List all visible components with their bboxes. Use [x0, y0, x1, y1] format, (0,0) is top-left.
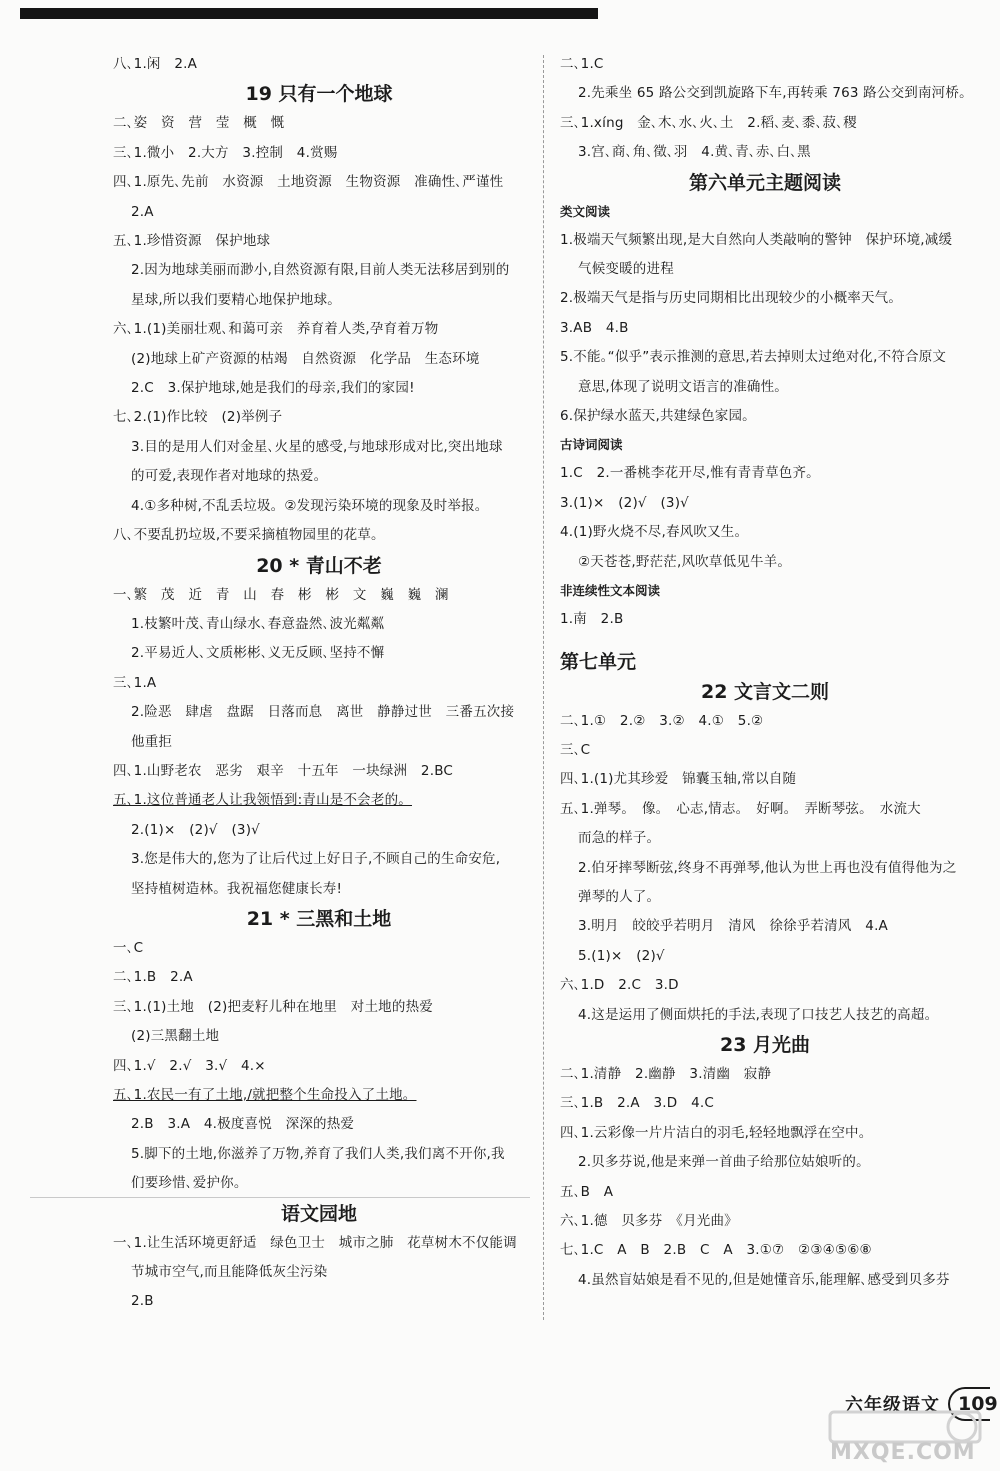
answer-line: 星球,所以我们要精心地保护地球。 [131, 291, 341, 308]
answer-line: 节城市空气,而且能降低灰尘污染 [131, 1264, 328, 1281]
answer-line: 二､1.C [560, 56, 604, 72]
answer-line: 五､B A [560, 1183, 614, 1200]
answer-line: 一､繁 茂 近 青 山 春 彬 彬 文 巍 巍 澜 [113, 586, 449, 603]
answer-line: 四､1.云彩像一片片洁白的羽毛,轻轻地飘浮在空中。 [560, 1124, 873, 1141]
answer-line: 们要珍惜､爱护你。 [131, 1175, 248, 1192]
answer-line: 3.明月 皎皎乎若明月 清风 徐徐乎若清风 4.A [578, 918, 888, 935]
answer-line: 七､1.C A B 2.B C A 3.①⑦ ②③④⑤⑥⑧ [560, 1242, 872, 1259]
answer-line: 2.险恶 肆虐 盘踞 日落而息 离世 静静过世 三番五次接 [131, 704, 515, 721]
answer-line: 四､1.山野老农 恶劣 艰辛 十五年 一块绿洲 2.BC [113, 762, 454, 779]
answer-line: 3.AB 4.B [560, 319, 629, 336]
answer-line: 3.宫､商､角､徵､羽 4.黄､青､赤､白､黑 [578, 144, 811, 161]
page-number: 109 [958, 1393, 998, 1415]
answer-line: 5.脚下的土地,你滋养了万物,养育了我们人类,我们离不开你,我 [131, 1145, 505, 1162]
answer-line: 二､姿 资 营 莹 概 慨 [113, 115, 285, 132]
answer-line: ②天苍苍,野茫茫,风吹草低见牛羊。 [578, 553, 792, 570]
answer-line: 4.(1)野火烧不尽,春风吹又生。 [560, 524, 749, 541]
section-title: 23 月光曲 [719, 1033, 811, 1056]
answer-line: 1.枝繁叶茂､青山绿水､春意盎然､波光粼粼 [131, 615, 385, 632]
answer-line: 四､1.√ 2.√ 3.√ 4.× [113, 1057, 266, 1074]
answer-line: 6.保护绿水蓝天,共建绿色家园。 [560, 408, 756, 425]
answer-line: 2.(1)× (2)√ (3)√ [131, 821, 260, 838]
subsection-label: 古诗词阅读 [560, 437, 623, 453]
answer-line: 六､1.(1)美丽壮观､和蔼可亲 养育着人类,孕育着万物 [113, 321, 439, 338]
answer-line: 四､1.原先､先前 水资源 土地资源 生物资源 准确性､严谨性 [113, 174, 504, 191]
answer-line: 他重拒 [131, 733, 173, 750]
subsection-label: 非连续性文本阅读 [560, 583, 661, 599]
answer-line: 三､1.A [113, 674, 157, 691]
right-column [560, 50, 978, 1295]
answer-line: 二､1.① 2.② 3.② 4.① 5.② [560, 712, 764, 729]
answer-line: 4.①多种树,不乱丢垃圾。②发现污染环境的现象及时举报。 [131, 497, 489, 514]
answer-line: 二､1.清静 2.幽静 3.清幽 寂静 [560, 1065, 772, 1082]
top-black-bar [20, 8, 598, 19]
answer-line: 五､1.这位普通老人让我领悟到:青山是不会老的。 [113, 792, 412, 809]
answer-line: 1.南 2.B [560, 611, 624, 628]
answer-line: 七､2.(1)作比较 (2)举例子 [113, 409, 283, 426]
section-title: 22 文言文二则 [700, 680, 830, 703]
answer-line: 五､1.弹琴。 像。 心志,情志。 好啊。 弄断琴弦。 水流大 [560, 800, 921, 817]
answer-line: 2.极端天气是指与历史同期相比出现较少的小概率天气。 [560, 290, 903, 307]
watermark-text: MXQE.COM [830, 1440, 976, 1465]
answer-line: 2.因为地球美丽而渺小,自然资源有限,目前人类无法移居到别的 [131, 262, 510, 279]
section-title: 20 * 青山不老 [256, 554, 382, 577]
answer-line: 三､C [560, 741, 591, 758]
answer-line: 三､1.(1)土地 (2)把麦籽儿种在地里 对土地的热爱 [113, 998, 433, 1015]
answer-line: 三､1.微小 2.大方 3.控制 4.赏赐 [113, 144, 338, 161]
answer-line: 2.A [131, 203, 154, 220]
section-title: 19 只有一个地球 [245, 83, 393, 106]
footer-label: 六年级语文 [845, 1395, 940, 1416]
answer-line: 六､1.D 2.C 3.D [560, 977, 679, 994]
answer-line: 八､不要乱扔垃圾,不要采摘植物园里的花草。 [113, 527, 385, 544]
answer-line: 五､1.农民一有了土地,/就把整个生命投入了土地。 [113, 1087, 417, 1103]
answer-line: 而急的样子。 [578, 830, 661, 847]
answer-line: 六､1.德 贝多芬 《月光曲》 [560, 1213, 738, 1229]
answer-line: 的可爱,表现作者对地球的热爱。 [131, 468, 328, 485]
answer-line: 2.B 3.A 4.极度喜悦 深深的热爱 [131, 1116, 355, 1133]
answer-line: 弹琴的人了。 [578, 888, 661, 905]
section-title: 第六单元主题阅读 [688, 171, 841, 194]
answer-line: 八､1.闲 2.A [113, 56, 198, 72]
answer-line: 气候变暖的进程 [578, 261, 674, 278]
answer-line: 1.C 2.一番桃李花开尽,惟有青青草色齐。 [560, 465, 820, 482]
answer-line: 三､1.xíng 金､木､水､火､土 2.稻､麦､黍､菽､稷 [560, 114, 857, 131]
answer-line: 2.先乘坐 65 路公交到凯旋路下车,再转乘 763 路公交到南河桥。 [578, 85, 973, 102]
answer-line: 2.B [131, 1293, 154, 1310]
answer-line: 三､1.B 2.A 3.D 4.C [560, 1095, 714, 1112]
answer-line: 4.这是运用了侧面烘托的手法,表现了口技艺人技艺的高超。 [578, 1006, 939, 1023]
spacer [560, 635, 978, 643]
answer-line: 坚持植树造林。我祝福您健康长寿! [131, 880, 343, 897]
answer-line: 5.不能｡“似乎”表示推测的意思,若去掉则太过绝对化,不符合原文 [560, 349, 947, 366]
section-title: 21 * 三黑和土地 [246, 907, 392, 930]
subsection-label: 类文阅读 [560, 203, 611, 219]
answer-line: 二､1.B 2.A [113, 969, 193, 986]
answer-line: 3.(1)× (2)√ (3)√ [560, 494, 689, 511]
answer-line: 2.伯牙摔琴断弦,终身不再弹琴,他认为世上再也没有值得他为之 [578, 859, 957, 876]
answer-line: 1.极端天气频繁出现,是大自然向人类敲响的警钟 保护环境,减缓 [560, 231, 953, 248]
answer-line: 3.您是伟大的,您为了让后代过上好日子,不顾自己的生命安危, [131, 851, 501, 868]
answer-line: 五､1.珍惜资源 保护地球 [113, 233, 271, 250]
answer-line: 4.虽然盲姑娘是看不见的,但是她懂音乐,能理解､感受到贝多芬 [578, 1271, 950, 1288]
answer-line: 一､1.让生活环境更舒适 绿色卫士 城市之肺 花草树木不仅能调 [113, 1234, 517, 1251]
answer-line: 5.(1)× (2)√ [578, 947, 665, 964]
answer-line: 2.贝多芬说,他是来弹一首曲子给那位姑娘听的。 [578, 1154, 870, 1171]
answer-line: 2.平易近人､文质彬彬､义无反顾､坚持不懈 [131, 645, 385, 662]
answer-line: 2.C 3.保护地球,她是我们的母亲,我们的家园! [131, 380, 415, 397]
section-title: 语文园地 [280, 1202, 357, 1225]
answer-line: 四､1.(1)尤其珍爱 锦囊玉轴,常以自随 [560, 771, 797, 788]
answer-line: (2)地球上矿产资源的枯竭 自然资源 化学品 生态环境 [131, 350, 480, 367]
column-divider [543, 55, 544, 1320]
answer-line: 3.目的是用人们对金星､火星的感受,与地球形成对比,突出地球 [131, 438, 503, 455]
answer-line: 意思,体现了说明文语言的准确性。 [578, 378, 788, 395]
answer-line: 一､C [113, 939, 144, 956]
answer-line: (2)三黑翻土地 [131, 1028, 220, 1045]
left-column [113, 50, 533, 1317]
unit-title: 第七单元 [560, 650, 637, 673]
